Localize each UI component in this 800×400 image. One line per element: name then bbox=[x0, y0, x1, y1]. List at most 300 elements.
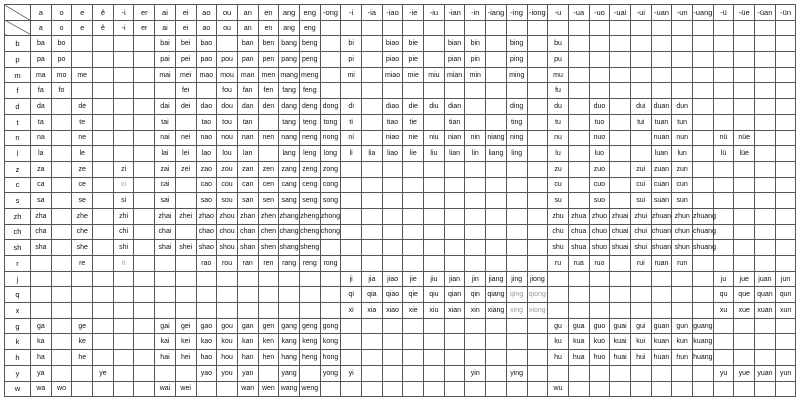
syllable-cell bbox=[424, 350, 445, 366]
syllable-cell bbox=[465, 208, 486, 224]
syllable-cell: guo bbox=[589, 318, 610, 334]
syllable-cell: xia bbox=[362, 303, 383, 319]
syllable-cell bbox=[527, 193, 548, 209]
syllable-cell: cu bbox=[548, 177, 569, 193]
syllable-cell bbox=[734, 20, 755, 36]
syllable-cell: cui bbox=[630, 177, 651, 193]
syllable-cell bbox=[486, 334, 507, 350]
syllable-cell bbox=[113, 334, 134, 350]
syllable-cell: ding bbox=[506, 99, 527, 115]
syllable-cell: gei bbox=[175, 318, 196, 334]
syllable-cell: le bbox=[72, 146, 93, 162]
syllable-cell: shui bbox=[630, 240, 651, 256]
syllable-cell: kui bbox=[630, 334, 651, 350]
final-header: -iong bbox=[527, 5, 548, 21]
syllable-cell: suan bbox=[651, 193, 672, 209]
syllable-cell: shuang bbox=[693, 240, 714, 256]
syllable-cell: duo bbox=[589, 99, 610, 115]
syllable-cell bbox=[527, 146, 548, 162]
syllable-cell bbox=[362, 114, 383, 130]
syllable-cell bbox=[113, 67, 134, 83]
syllable-cell: ti bbox=[341, 114, 362, 130]
syllable-cell: chao bbox=[196, 224, 217, 240]
syllable-cell bbox=[362, 240, 383, 256]
syllable-cell bbox=[651, 52, 672, 68]
syllable-cell: zhen bbox=[258, 208, 279, 224]
final-header: -un bbox=[672, 5, 693, 21]
syllable-cell bbox=[320, 303, 341, 319]
syllable-cell: tie bbox=[403, 114, 424, 130]
syllable-cell bbox=[341, 20, 362, 36]
syllable-cell: rou bbox=[217, 256, 238, 272]
syllable-cell bbox=[113, 36, 134, 52]
syllable-cell bbox=[175, 256, 196, 272]
syllable-cell bbox=[403, 161, 424, 177]
syllable-cell bbox=[589, 287, 610, 303]
syllable-cell bbox=[672, 381, 693, 397]
syllable-cell bbox=[630, 20, 651, 36]
final-header: ai bbox=[155, 5, 176, 21]
syllable-cell bbox=[610, 256, 631, 272]
syllable-cell: nong bbox=[320, 130, 341, 146]
syllable-cell: chui bbox=[630, 224, 651, 240]
syllable-cell: da bbox=[31, 99, 52, 115]
syllable-cell bbox=[134, 318, 155, 334]
syllable-cell bbox=[755, 318, 776, 334]
syllable-cell: bu bbox=[548, 36, 569, 52]
syllable-cell: qun bbox=[775, 287, 796, 303]
syllable-cell: kao bbox=[196, 334, 217, 350]
syllable-cell bbox=[486, 83, 507, 99]
syllable-cell bbox=[424, 224, 445, 240]
syllable-cell: rua bbox=[568, 256, 589, 272]
syllable-cell bbox=[713, 334, 734, 350]
syllable-cell bbox=[610, 287, 631, 303]
syllable-cell bbox=[51, 350, 72, 366]
syllable-cell bbox=[589, 52, 610, 68]
syllable-cell: shu bbox=[548, 240, 569, 256]
syllable-cell: te bbox=[72, 114, 93, 130]
syllable-cell: lei bbox=[175, 146, 196, 162]
syllable-cell: sha bbox=[31, 240, 52, 256]
syllable-cell bbox=[134, 99, 155, 115]
syllable-cell: ge bbox=[72, 318, 93, 334]
syllable-cell bbox=[341, 177, 362, 193]
syllable-cell bbox=[93, 381, 114, 397]
final-header: -uai bbox=[610, 5, 631, 21]
syllable-cell bbox=[775, 350, 796, 366]
syllable-cell: xiong bbox=[527, 303, 548, 319]
final-header: -ua bbox=[568, 5, 589, 21]
syllable-cell: xing bbox=[506, 303, 527, 319]
syllable-cell bbox=[651, 271, 672, 287]
syllable-cell: sao bbox=[196, 193, 217, 209]
syllable-cell bbox=[775, 208, 796, 224]
final-header: ang bbox=[279, 5, 300, 21]
syllable-cell bbox=[465, 193, 486, 209]
syllable-cell bbox=[424, 365, 445, 381]
syllable-cell: sa bbox=[31, 193, 52, 209]
syllable-cell: shun bbox=[672, 240, 693, 256]
syllable-cell bbox=[444, 256, 465, 272]
syllable-cell bbox=[51, 271, 72, 287]
syllable-cell: de bbox=[72, 99, 93, 115]
pinyin-chart bbox=[4, 4, 796, 396]
syllable-cell bbox=[755, 193, 776, 209]
syllable-cell: dian bbox=[444, 99, 465, 115]
syllable-cell bbox=[341, 83, 362, 99]
syllable-cell: luo bbox=[589, 146, 610, 162]
syllable-cell: me bbox=[72, 67, 93, 83]
syllable-cell bbox=[382, 161, 403, 177]
syllable-cell bbox=[775, 114, 796, 130]
syllable-cell bbox=[134, 381, 155, 397]
final-header: an bbox=[237, 5, 258, 21]
syllable-cell bbox=[362, 334, 383, 350]
syllable-cell: ye bbox=[93, 365, 114, 381]
syllable-cell: niu bbox=[424, 130, 445, 146]
syllable-cell bbox=[362, 193, 383, 209]
syllable-cell: sou bbox=[217, 193, 238, 209]
syllable-cell: zuan bbox=[651, 161, 672, 177]
syllable-cell: shei bbox=[175, 240, 196, 256]
syllable-cell: juan bbox=[755, 271, 776, 287]
standalone-row-corner bbox=[5, 20, 31, 36]
syllable-cell: yue bbox=[734, 365, 755, 381]
syllable-cell bbox=[237, 271, 258, 287]
syllable-cell bbox=[424, 381, 445, 397]
syllable-cell bbox=[320, 67, 341, 83]
syllable-cell bbox=[568, 83, 589, 99]
syllable-cell: liang bbox=[486, 146, 507, 162]
syllable-cell: ci bbox=[113, 177, 134, 193]
syllable-cell bbox=[734, 52, 755, 68]
syllable-cell bbox=[734, 256, 755, 272]
syllable-cell: ban bbox=[237, 36, 258, 52]
syllable-cell bbox=[693, 67, 714, 83]
syllable-cell bbox=[775, 83, 796, 99]
syllable-cell bbox=[734, 67, 755, 83]
initial-label: x bbox=[5, 303, 31, 319]
syllable-cell bbox=[527, 350, 548, 366]
syllable-cell bbox=[258, 287, 279, 303]
syllable-cell bbox=[93, 318, 114, 334]
syllable-cell bbox=[196, 83, 217, 99]
syllable-cell bbox=[486, 208, 507, 224]
syllable-cell bbox=[527, 318, 548, 334]
syllable-cell bbox=[403, 20, 424, 36]
syllable-cell: ca bbox=[31, 177, 52, 193]
syllable-cell bbox=[775, 381, 796, 397]
syllable-cell: zhao bbox=[196, 208, 217, 224]
syllable-cell: xie bbox=[403, 303, 424, 319]
syllable-cell bbox=[568, 114, 589, 130]
final-header: ao bbox=[196, 5, 217, 21]
syllable-cell: rui bbox=[630, 256, 651, 272]
syllable-cell: zhai bbox=[155, 208, 176, 224]
initial-label: r bbox=[5, 256, 31, 272]
syllable-cell: ce bbox=[72, 177, 93, 193]
syllable-cell: chu bbox=[548, 224, 569, 240]
syllable-cell: diu bbox=[424, 99, 445, 115]
syllable-cell bbox=[134, 271, 155, 287]
syllable-cell: zou bbox=[217, 161, 238, 177]
syllable-cell bbox=[113, 350, 134, 366]
syllable-cell bbox=[548, 303, 569, 319]
syllable-cell bbox=[341, 256, 362, 272]
syllable-cell bbox=[734, 381, 755, 397]
syllable-cell: ling bbox=[506, 146, 527, 162]
syllable-cell: ning bbox=[506, 130, 527, 146]
syllable-cell bbox=[734, 318, 755, 334]
syllable-cell: chen bbox=[258, 224, 279, 240]
syllable-cell bbox=[72, 365, 93, 381]
syllable-cell: yu bbox=[713, 365, 734, 381]
syllable-cell bbox=[93, 208, 114, 224]
syllable-cell bbox=[134, 240, 155, 256]
syllable-cell bbox=[548, 271, 569, 287]
syllable-cell bbox=[382, 350, 403, 366]
syllable-cell: gun bbox=[672, 318, 693, 334]
syllable-cell bbox=[775, 67, 796, 83]
syllable-cell: zeng bbox=[299, 161, 320, 177]
syllable-cell: deng bbox=[299, 99, 320, 115]
syllable-cell bbox=[217, 271, 238, 287]
syllable-cell bbox=[755, 381, 776, 397]
syllable-cell: cen bbox=[258, 177, 279, 193]
syllable-cell bbox=[299, 365, 320, 381]
syllable-cell bbox=[51, 177, 72, 193]
syllable-cell bbox=[444, 161, 465, 177]
syllable-cell: xun bbox=[775, 303, 796, 319]
syllable-cell: dao bbox=[196, 99, 217, 115]
syllable-cell: ben bbox=[258, 36, 279, 52]
syllable-cell: bang bbox=[279, 36, 300, 52]
syllable-cell bbox=[486, 99, 507, 115]
syllable-cell bbox=[651, 381, 672, 397]
syllable-cell: sai bbox=[155, 193, 176, 209]
syllable-cell bbox=[651, 20, 672, 36]
syllable-cell: hun bbox=[672, 350, 693, 366]
syllable-cell: yuan bbox=[755, 365, 776, 381]
syllable-cell: xiao bbox=[382, 303, 403, 319]
syllable-cell bbox=[403, 350, 424, 366]
syllable-cell: zhe bbox=[72, 208, 93, 224]
syllable-cell bbox=[713, 161, 734, 177]
syllable-cell bbox=[734, 114, 755, 130]
initial-label: s bbox=[5, 193, 31, 209]
syllable-cell bbox=[755, 52, 776, 68]
syllable-cell: he bbox=[72, 350, 93, 366]
syllable-cell bbox=[527, 240, 548, 256]
syllable-cell: gao bbox=[196, 318, 217, 334]
final-header: -ü bbox=[713, 5, 734, 21]
syllable-cell bbox=[568, 193, 589, 209]
syllable-cell bbox=[548, 287, 569, 303]
syllable-cell bbox=[755, 20, 776, 36]
initial-label: q bbox=[5, 287, 31, 303]
syllable-cell: han bbox=[237, 350, 258, 366]
syllable-cell: qiong bbox=[527, 287, 548, 303]
syllable-cell bbox=[713, 256, 734, 272]
syllable-cell: pen bbox=[258, 52, 279, 68]
syllable-cell bbox=[486, 381, 507, 397]
syllable-cell bbox=[341, 240, 362, 256]
syllable-cell bbox=[755, 67, 776, 83]
syllable-cell: quan bbox=[755, 287, 776, 303]
syllable-cell bbox=[672, 36, 693, 52]
syllable-cell bbox=[382, 381, 403, 397]
initial-label: h bbox=[5, 350, 31, 366]
syllable-cell: sen bbox=[258, 193, 279, 209]
syllable-cell bbox=[217, 303, 238, 319]
syllable-cell bbox=[610, 67, 631, 83]
syllable-cell bbox=[113, 271, 134, 287]
syllable-cell bbox=[589, 271, 610, 287]
syllable-cell: min bbox=[465, 67, 486, 83]
syllable-cell bbox=[403, 240, 424, 256]
syllable-cell: di bbox=[341, 99, 362, 115]
syllable-cell bbox=[486, 36, 507, 52]
syllable-cell: xi bbox=[341, 303, 362, 319]
final-header: -ün bbox=[775, 5, 796, 21]
syllable-cell: tu bbox=[548, 114, 569, 130]
syllable-cell bbox=[134, 146, 155, 162]
syllable-cell: piao bbox=[382, 52, 403, 68]
syllable-cell bbox=[527, 20, 548, 36]
syllable-cell: hong bbox=[320, 350, 341, 366]
syllable-cell bbox=[506, 177, 527, 193]
syllable-cell bbox=[589, 365, 610, 381]
syllable-cell: kuo bbox=[589, 334, 610, 350]
syllable-cell bbox=[72, 303, 93, 319]
syllable-cell bbox=[403, 334, 424, 350]
syllable-cell bbox=[382, 318, 403, 334]
syllable-cell: jin bbox=[465, 271, 486, 287]
syllable-cell: man bbox=[237, 67, 258, 83]
syllable-cell: fen bbox=[258, 83, 279, 99]
syllable-cell: nuan bbox=[651, 130, 672, 146]
syllable-cell bbox=[755, 146, 776, 162]
syllable-cell: chong bbox=[320, 224, 341, 240]
syllable-cell: ta bbox=[31, 114, 52, 130]
initial-label: l bbox=[5, 146, 31, 162]
syllable-cell: gong bbox=[320, 318, 341, 334]
syllable-cell bbox=[693, 177, 714, 193]
syllable-cell bbox=[775, 318, 796, 334]
syllable-cell: suo bbox=[589, 193, 610, 209]
syllable-cell: nei bbox=[175, 130, 196, 146]
syllable-cell bbox=[568, 303, 589, 319]
syllable-cell bbox=[465, 177, 486, 193]
syllable-cell: eng bbox=[299, 20, 320, 36]
syllable-cell bbox=[341, 161, 362, 177]
syllable-cell bbox=[444, 193, 465, 209]
syllable-cell bbox=[424, 334, 445, 350]
syllable-cell bbox=[734, 224, 755, 240]
syllable-cell bbox=[155, 303, 176, 319]
syllable-cell: lin bbox=[465, 146, 486, 162]
syllable-cell bbox=[527, 36, 548, 52]
syllable-cell bbox=[341, 318, 362, 334]
syllable-cell bbox=[589, 381, 610, 397]
syllable-cell bbox=[113, 130, 134, 146]
final-header: e bbox=[72, 5, 93, 21]
syllable-cell: cao bbox=[196, 177, 217, 193]
final-header: ê bbox=[93, 5, 114, 21]
syllable-cell: liu bbox=[424, 146, 445, 162]
syllable-cell bbox=[424, 256, 445, 272]
syllable-cell: tan bbox=[237, 114, 258, 130]
syllable-cell bbox=[568, 381, 589, 397]
syllable-cell bbox=[341, 381, 362, 397]
syllable-cell bbox=[217, 381, 238, 397]
syllable-cell: qu bbox=[713, 287, 734, 303]
syllable-cell bbox=[651, 287, 672, 303]
syllable-cell bbox=[630, 83, 651, 99]
syllable-cell bbox=[51, 287, 72, 303]
syllable-cell bbox=[362, 83, 383, 99]
syllable-cell: san bbox=[237, 193, 258, 209]
syllable-cell: shua bbox=[568, 240, 589, 256]
syllable-cell bbox=[506, 224, 527, 240]
syllable-cell: sheng bbox=[299, 240, 320, 256]
syllable-cell: xian bbox=[444, 303, 465, 319]
syllable-cell bbox=[382, 240, 403, 256]
syllable-cell bbox=[299, 303, 320, 319]
syllable-cell: bie bbox=[403, 36, 424, 52]
syllable-cell bbox=[755, 161, 776, 177]
syllable-cell bbox=[134, 350, 155, 366]
syllable-cell bbox=[134, 83, 155, 99]
syllable-cell bbox=[93, 36, 114, 52]
syllable-cell bbox=[651, 83, 672, 99]
syllable-cell bbox=[175, 177, 196, 193]
syllable-cell: qiao bbox=[382, 287, 403, 303]
syllable-cell: jia bbox=[362, 271, 383, 287]
syllable-cell: zhei bbox=[175, 208, 196, 224]
syllable-cell bbox=[486, 67, 507, 83]
syllable-cell bbox=[196, 287, 217, 303]
syllable-cell: pan bbox=[237, 52, 258, 68]
syllable-cell: tui bbox=[630, 114, 651, 130]
syllable-cell bbox=[713, 67, 734, 83]
initial-label: sh bbox=[5, 240, 31, 256]
final-header: -iu bbox=[424, 5, 445, 21]
syllable-cell: zan bbox=[237, 161, 258, 177]
table-row bbox=[5, 52, 796, 68]
syllable-cell bbox=[568, 287, 589, 303]
syllable-cell: qia bbox=[362, 287, 383, 303]
syllable-cell bbox=[630, 130, 651, 146]
syllable-cell bbox=[734, 36, 755, 52]
syllable-cell bbox=[444, 20, 465, 36]
syllable-cell bbox=[134, 130, 155, 146]
syllable-cell bbox=[113, 287, 134, 303]
syllable-cell: huai bbox=[610, 350, 631, 366]
syllable-cell bbox=[465, 83, 486, 99]
syllable-cell: zang bbox=[279, 161, 300, 177]
syllable-cell: tang bbox=[279, 114, 300, 130]
syllable-cell bbox=[775, 146, 796, 162]
syllable-cell: shuai bbox=[610, 240, 631, 256]
syllable-cell bbox=[734, 161, 755, 177]
syllable-cell: pie bbox=[403, 52, 424, 68]
final-header: -uang bbox=[693, 5, 714, 21]
initial-label: w bbox=[5, 381, 31, 397]
syllable-cell: mou bbox=[217, 67, 238, 83]
syllable-cell bbox=[93, 146, 114, 162]
